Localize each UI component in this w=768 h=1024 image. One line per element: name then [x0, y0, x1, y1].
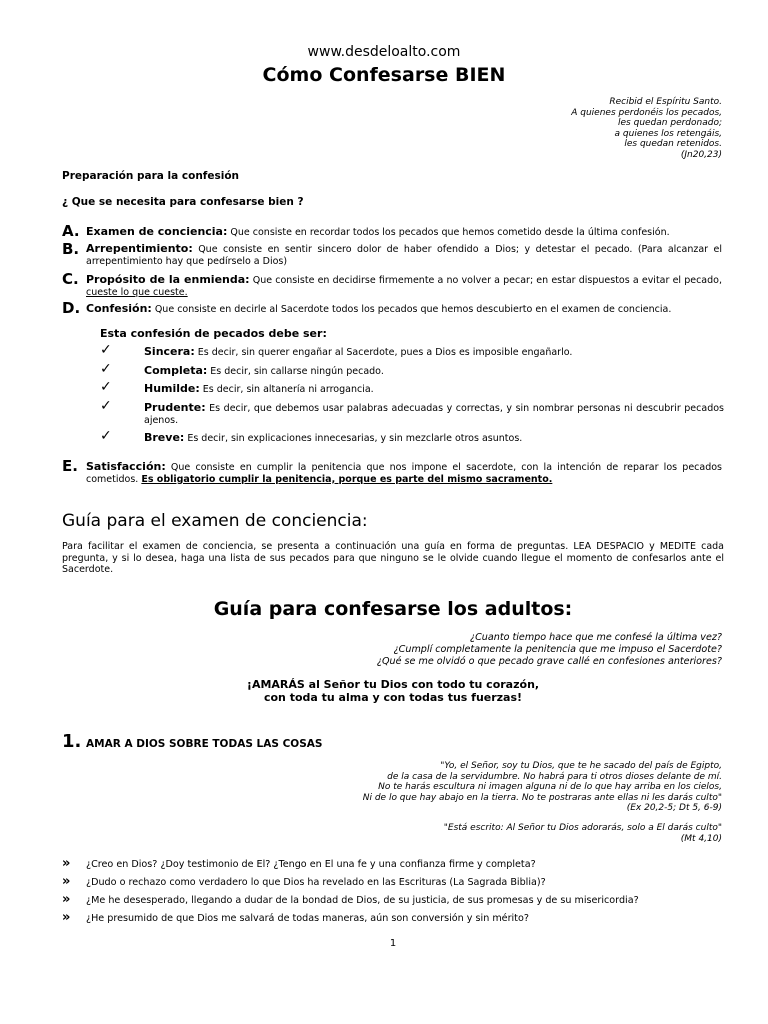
item-letter-c: C. — [62, 270, 79, 288]
question-item: ¿Me he desesperado, llegando a dudar de la bondad de Dios, de su justicia, de sus promesas y de su misericordia? — [86, 895, 639, 906]
item-text: Que consiste en sentir sincero dolor de haber ofendido a Dios; y detestar el pecado. (Para alcanzar el arrepentimiento hay que pedírselo a Dios) — [86, 244, 722, 267]
quality-text: Es decir, sin altanería ni arrogancia. — [199, 384, 374, 395]
quality-text: Es decir, que debemos usar palabras adecuadas y correctas, y sin nombrar personas ni descubrir pecados ajenos. — [144, 403, 724, 426]
commandment-line: ¡AMARÁS al Señor tu Dios con todo tu corazón, — [246, 678, 540, 691]
epigraph-line: Recibid el Espíritu Santo. — [609, 97, 722, 107]
quote-line: "Yo, el Señor, soy tu Dios, que te he sacado del país de Egipto, — [440, 761, 722, 771]
prep-heading: Preparación para la confesión — [62, 170, 240, 182]
quality-item — [144, 432, 724, 445]
quote-line: No te harás escultura ni imagen alguna ni de lo que hay arriba en los cielos, — [378, 782, 722, 792]
item-label: Satisfacción: — [86, 460, 166, 473]
quality-item — [144, 365, 724, 378]
epigraph-quote — [422, 97, 722, 160]
question-item: ¿He presumido de que Dios me salvará de todas maneras, aún son conversión y sin mérito? — [86, 913, 529, 924]
check-icon: ✓ — [100, 361, 112, 377]
item-letter-b: B. — [62, 240, 80, 258]
question-item: ¿Dudo o rechazo como verdadero lo que Dios ha revelado en las Escrituras (La Sagrada Biblia)? — [86, 877, 546, 888]
item-letter-a: A. — [62, 222, 80, 240]
epigraph-line: a quienes los retengáis, — [614, 128, 722, 139]
check-icon: ✓ — [100, 428, 112, 444]
scripture-quote-2 — [202, 823, 722, 844]
bullet-icon: » — [62, 910, 71, 925]
quality-label: Humilde: — [144, 382, 200, 395]
quality-item — [144, 346, 724, 359]
adults-question: ¿Qué se me olvidó o que pecado grave callé en confesiones anteriores? — [376, 656, 722, 667]
item-text: Que consiste en cumplir la penitencia que nos impone el sacerdote, con la intención de reparar los pecados cometidos. — [86, 462, 722, 485]
item-a — [86, 226, 722, 239]
item-label: Confesión: — [86, 302, 152, 315]
item-label: Arrepentimiento: — [86, 242, 193, 255]
item-letter-d: D. — [62, 299, 81, 317]
quality-text: Es decir, sin explicaciones innecesarias, y sin mezclarle otros asuntos. — [184, 433, 523, 444]
question-heading: ¿ Que se necesita para confesarse bien ? — [62, 196, 304, 208]
item-c — [86, 274, 722, 298]
check-icon: ✓ — [100, 342, 112, 358]
quality-text: Es decir, sin querer engañar al Sacerdote, pues a Dios es imposible engañarlo. — [194, 347, 573, 358]
question-item: ¿Creo en Dios? ¿Doy testimonio de El? ¿Tengo en El una fe y una confianza firme y completa? — [86, 859, 536, 870]
quote-line: "Está escrito: Al Señor tu Dios adorarás, solo a El darás culto" — [443, 823, 722, 833]
commandment-line: con toda tu alma y con todas tus fuerzas! — [263, 691, 523, 704]
adults-question: ¿Cuanto tiempo hace que me confesé la última vez? — [469, 632, 722, 643]
quality-item — [144, 402, 724, 426]
item-d — [86, 303, 722, 316]
section-title: AMAR A DIOS SOBRE TODAS LAS COSAS — [86, 738, 323, 750]
adults-question: ¿Cumplí completamente la penitencia que me impuso el Sacerdote? — [393, 644, 722, 655]
check-icon: ✓ — [100, 398, 112, 414]
item-underlined-text: cueste lo que cueste. — [86, 286, 188, 298]
quality-text: Es decir, sin callarse ningún pecado. — [207, 366, 384, 377]
document-title: Cómo Confesarse BIEN — [262, 64, 506, 86]
adults-questions — [222, 632, 722, 668]
epigraph-line: les quedan perdonado; — [618, 118, 722, 128]
quality-label: Completa: — [144, 364, 208, 377]
confession-heading: Esta confesión de pecados debe ser: — [100, 327, 327, 340]
commandment-quote — [100, 678, 686, 704]
scripture-quote — [202, 761, 722, 814]
bullet-icon: » — [62, 892, 71, 907]
check-icon: ✓ — [100, 379, 112, 395]
quality-item — [144, 383, 724, 396]
item-letter-e: E. — [62, 457, 78, 475]
section-number: 1. — [62, 731, 82, 752]
item-text: Que consiste en decirle al Sacerdote todos los pecados que hemos descubierto en el examen de conciencia. — [151, 304, 672, 315]
item-b — [86, 243, 722, 267]
page-number: 1 — [389, 938, 397, 949]
item-text: Que consiste en recordar todos los pecados que hemos cometido desde la última confesión. — [227, 227, 670, 238]
epigraph-line: A quienes perdonéis los pecados, — [571, 107, 722, 118]
quote-line: Ni de lo que hay abajo en la tierra. No te postraras ante ellas ni les darás culto" — [362, 792, 722, 803]
bullet-icon: » — [62, 856, 71, 871]
site-url: www.desdeloalto.com — [307, 44, 461, 60]
quality-label: Prudente: — [144, 401, 206, 414]
guide-paragraph: Para facilitar el examen de conciencia, se presenta a continuación una guía en forma de preguntas. LEA DESPACIO y MEDITE cada pregunta, y si lo desea, haga una lista de sus pecados para que ninguno se le olvide cuando llegue el momento de confesarlos ante el Sacerdote. — [62, 541, 724, 575]
guide-heading: Guía para el examen de conciencia: — [62, 511, 368, 531]
item-text: Que consiste en decidirse firmemente a no volver a pecar; en estar dispuestos a evitar el pecado, — [249, 275, 722, 286]
quality-label: Sincera: — [144, 345, 195, 358]
adults-heading: Guía para confesarse los adultos: — [213, 598, 573, 620]
quote-reference: (Ex 20,2-5; Dt 5, 6-9) — [626, 803, 722, 813]
epigraph-line: les quedan retenidos. — [624, 139, 722, 149]
quality-label: Breve: — [144, 431, 185, 444]
item-underlined-text: Es obligatorio cumplir la penitencia, porque es parte del mismo sacramento. — [141, 473, 553, 485]
quote-reference: (Mt 4,10) — [680, 833, 722, 844]
item-label: Propósito de la enmienda: — [86, 273, 250, 286]
bullet-icon: » — [62, 874, 71, 889]
item-e — [86, 461, 722, 485]
epigraph-reference: (Jn20,23) — [680, 149, 722, 160]
item-label: Examen de conciencia: — [86, 225, 228, 238]
quote-line: de la casa de la servidumbre. No habrá para ti otros dioses delante de mí. — [387, 771, 722, 782]
